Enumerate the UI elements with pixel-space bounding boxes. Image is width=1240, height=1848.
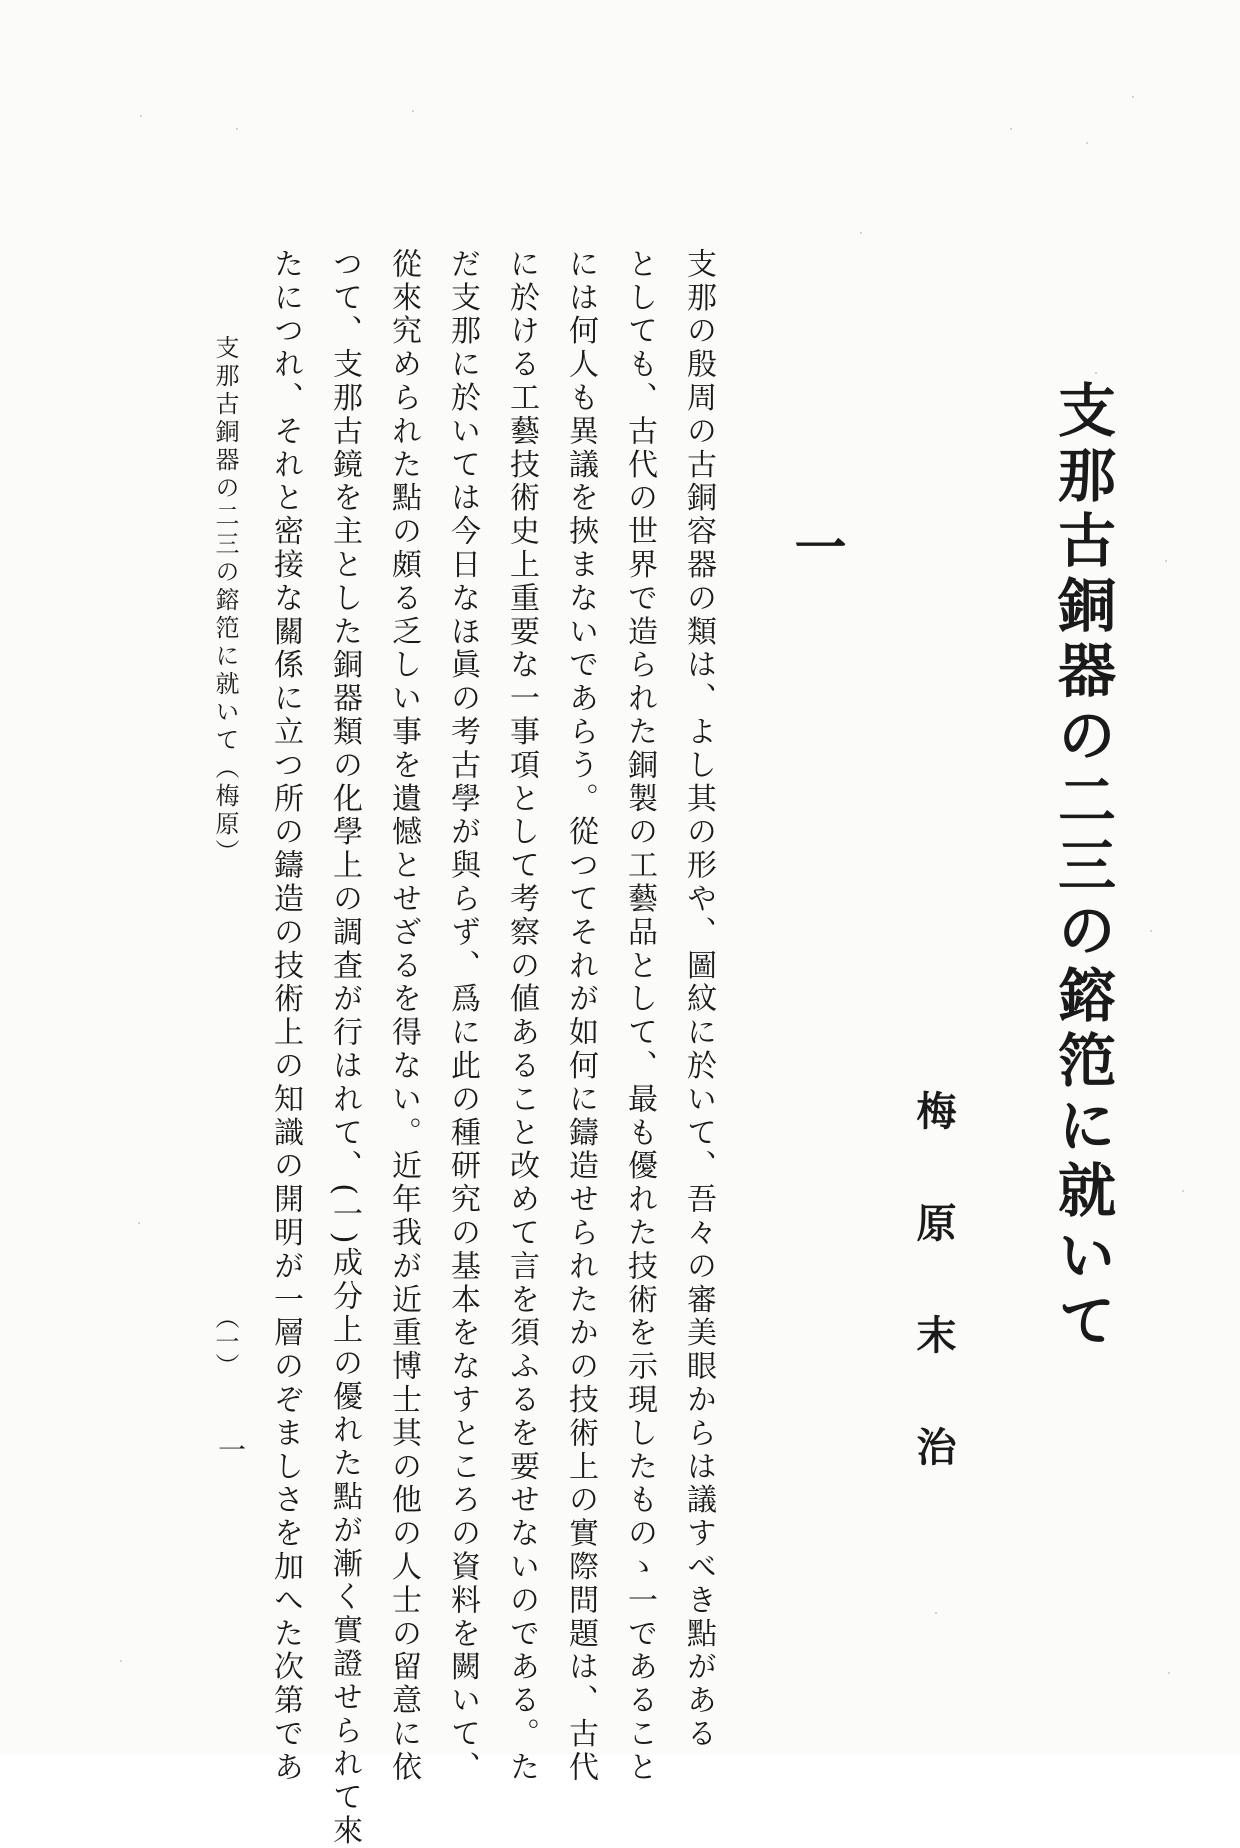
body-column-7: つて、支那古鏡を主とした銅器類の化學上の調査が行はれて、(一)成分上の優れた點が漸く實證せられて來 [327, 248, 362, 1848]
body-column-8: たにつれ、それと密接な關係に立つ所の鑄造の技術上の知識の開明が一層のぞましさを加へた次第であ [268, 248, 303, 1785]
scan-speck [860, 232, 862, 234]
body-column-1: 支那の殷周の古銅容器の類は、よし其の形や、圖紋に於いて、吾々の審美眼からは議すべき點がある [681, 248, 716, 1751]
article-title: 支那古銅器の二三の鎔笵に就いて [1048, 380, 1116, 1355]
scan-speck [935, 1612, 937, 1614]
scan-speck [120, 1660, 122, 1662]
scan-speck [1165, 560, 1167, 562]
scan-speck [1010, 128, 1012, 130]
scan-speck [236, 128, 238, 130]
author-char-3: 末 [910, 1313, 957, 1354]
body-column-2: としても、古代の世界で造られた銅製の工藝品として、最も優れた技術を示現したものゝ一であること [622, 248, 657, 1785]
page-number-parenthesized: （一） [211, 1305, 239, 1377]
scan-speck [1095, 372, 1097, 374]
scan-speck [138, 1222, 140, 1224]
body-column-4: に於ける工藝技術史上重要な一事項として考察の値あること改めて言を須ふるを要せないのである。た [504, 248, 539, 1785]
running-header: 支那古銅器の二三の鎔笵に就いて（梅原） [211, 335, 239, 867]
scan-speck [1150, 930, 1152, 932]
body-column-3: には何人も異議を挾まないであらう。從つてそれが如何に鑄造せられたかの技術上の實際問題は、古代 [563, 248, 598, 1785]
scan-speck [140, 115, 142, 117]
scan-speck [1132, 96, 1134, 98]
author-name [905, 1090, 962, 1466]
body-column-6: 從來究められた點の頗る乏しい事を遺憾とせざるを得ない。近年我が近重博士其の他の人士の留意に依 [386, 248, 421, 1785]
body-column-5: だ支那に於いては今日なほ眞の考古學が與らず、爲に此の種研究の基本をなすところの資料を闕いて、 [445, 248, 480, 1785]
scan-speck [1168, 1672, 1170, 1674]
page-number: 一 [214, 1435, 247, 1463]
scan-speck [1086, 142, 1088, 144]
author-char-4: 治 [910, 1425, 957, 1466]
section-number: 一 [785, 520, 846, 572]
author-char-2: 原 [910, 1201, 957, 1242]
author-char-1: 梅 [910, 1090, 957, 1130]
scan-speck [412, 110, 414, 112]
scan-speck [1182, 1190, 1184, 1192]
